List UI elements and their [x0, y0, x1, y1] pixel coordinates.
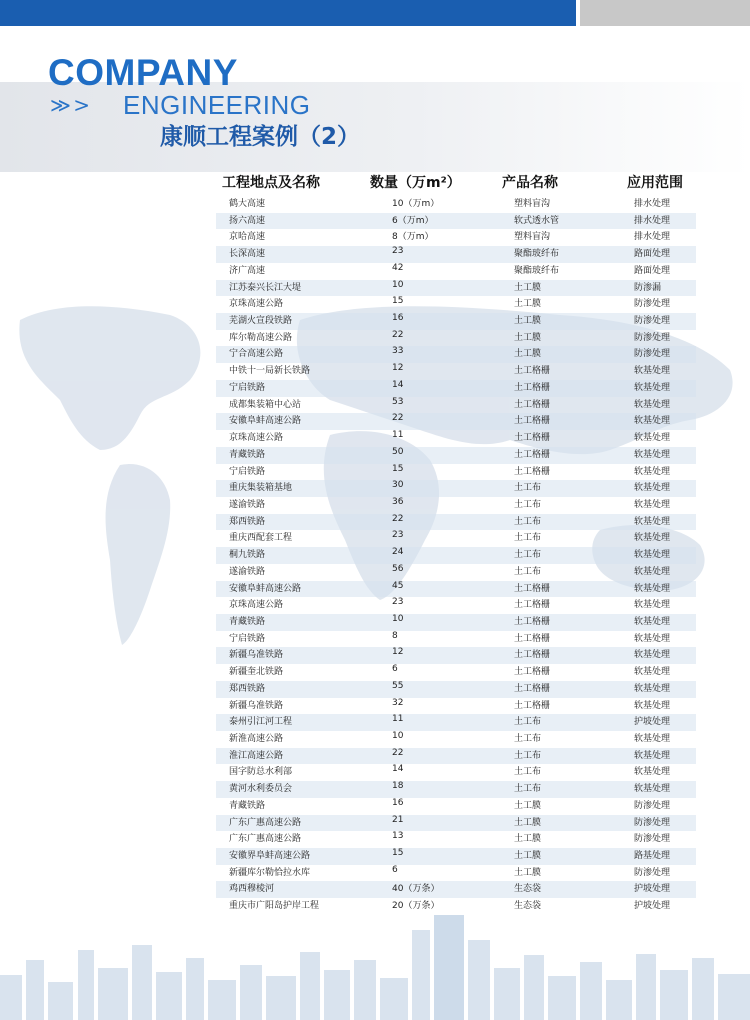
- cell-quantity: 13: [392, 831, 404, 842]
- table-row: [216, 280, 696, 297]
- cell-product: 土工格栅: [514, 399, 551, 410]
- top-bar-blue: [0, 0, 576, 26]
- cell-application: 软基处理: [634, 683, 671, 694]
- building: [660, 970, 688, 1020]
- cell-location: 广东广惠高速公路: [229, 817, 302, 828]
- cell-application: 护坡处理: [634, 717, 671, 728]
- page-title: 康顺工程案例（2）: [160, 124, 361, 150]
- cell-product: 土工格栅: [514, 600, 551, 611]
- cell-application: 软基处理: [634, 399, 671, 410]
- cell-application: 软基处理: [634, 616, 671, 627]
- column-header-application: 应用范围: [627, 175, 683, 191]
- table-row: [216, 764, 696, 781]
- table-row: [216, 664, 696, 681]
- cell-product: 土工膜: [514, 867, 542, 878]
- cell-quantity: 15: [392, 296, 404, 307]
- table-row: [216, 363, 696, 380]
- cell-application: 排水处理: [634, 232, 671, 243]
- cell-product: 土工布: [514, 516, 542, 527]
- cell-location: 青藏铁路: [229, 616, 266, 627]
- table-row: [216, 698, 696, 715]
- cell-application: 防渗处理: [634, 349, 671, 360]
- cell-application: 软基处理: [634, 750, 671, 761]
- cell-product: 土工膜: [514, 316, 542, 327]
- cell-product: 土工布: [514, 499, 542, 510]
- cell-location: 中铁十一局新长铁路: [229, 366, 311, 377]
- column-header-location: 工程地点及名称: [222, 175, 320, 191]
- building: [78, 950, 94, 1020]
- city-skyline-background: [0, 910, 750, 1020]
- building: [606, 980, 632, 1020]
- cell-application: 软基处理: [634, 550, 671, 561]
- cell-quantity: 8: [392, 630, 398, 641]
- cell-location: 淮江高速公路: [229, 750, 284, 761]
- building: [524, 955, 544, 1020]
- cell-application: 防渗处理: [634, 834, 671, 845]
- table-row: [216, 581, 696, 598]
- cell-quantity: 30: [392, 480, 404, 491]
- cell-location: 库尔勒高速公路: [229, 332, 293, 343]
- cell-application: 路面处理: [634, 249, 671, 260]
- cell-location: 鹤大高速: [229, 199, 266, 209]
- cell-location: 广东广惠高速公路: [229, 834, 302, 845]
- cell-product: 软式透水管: [514, 215, 560, 226]
- column-header-product: 产品名称: [502, 175, 558, 191]
- cell-location: 安徽阜蚌高速公路: [229, 416, 302, 427]
- cell-product: 生态袋: [514, 901, 542, 912]
- cell-product: 土工布: [514, 566, 542, 577]
- table-row: [216, 263, 696, 280]
- cell-application: 排水处理: [634, 199, 671, 209]
- table-row: [216, 530, 696, 547]
- cell-location: 宁启铁路: [229, 633, 266, 644]
- table-row: [216, 681, 696, 698]
- cell-application: 软基处理: [634, 499, 671, 510]
- map-north-america: [19, 306, 200, 450]
- cell-location: 新疆乌准铁路: [229, 650, 284, 661]
- cell-location: 郑西铁路: [229, 516, 266, 527]
- table-row: [216, 898, 696, 915]
- cell-location: 黄河水利委员会: [229, 784, 293, 795]
- cell-product: 土工膜: [514, 332, 542, 343]
- table-row: [216, 848, 696, 865]
- cell-product: 土工布: [514, 767, 542, 778]
- cell-quantity: 8（万m）: [392, 232, 434, 243]
- chevron-icon: ≫ >: [50, 93, 89, 117]
- table-row: [216, 196, 696, 213]
- cell-product: 土工格栅: [514, 700, 551, 711]
- building: [412, 930, 430, 1020]
- building: [324, 970, 350, 1020]
- building: [98, 968, 128, 1020]
- cell-location: 重庆市广阳岛护岸工程: [229, 901, 320, 912]
- cell-application: 软基处理: [634, 700, 671, 711]
- cell-location: 扬六高速: [229, 215, 266, 226]
- cell-product: 土工布: [514, 550, 542, 561]
- cell-application: 软基处理: [634, 667, 671, 678]
- cell-quantity: 20（万条）: [392, 901, 440, 912]
- cell-product: 聚酯玻纤布: [514, 265, 560, 276]
- cell-quantity: 6（万m）: [392, 215, 434, 226]
- cell-quantity: 32: [392, 697, 404, 708]
- cell-quantity: 12: [392, 363, 404, 374]
- table-row: [216, 647, 696, 664]
- building: [494, 968, 520, 1020]
- table-row: [216, 397, 696, 414]
- building: [468, 940, 490, 1020]
- cell-quantity: 6: [392, 664, 398, 675]
- cell-application: 防渗处理: [634, 299, 671, 310]
- cell-product: 土工格栅: [514, 583, 551, 594]
- building: [186, 958, 204, 1020]
- cell-product: 土工膜: [514, 349, 542, 360]
- cell-product: 土工膜: [514, 834, 542, 845]
- cell-product: 土工格栅: [514, 382, 551, 393]
- cell-product: 土工格栅: [514, 366, 551, 377]
- cell-quantity: 14: [392, 379, 404, 390]
- cell-product: 土工布: [514, 734, 542, 744]
- building: [48, 982, 73, 1020]
- building: [434, 915, 464, 1020]
- cell-location: 江苏泰兴长江大堤: [229, 282, 302, 293]
- engineering-heading: ENGINEERING: [123, 90, 311, 120]
- cell-location: 芜湖火宣段铁路: [229, 316, 293, 327]
- cell-application: 软基处理: [634, 516, 671, 527]
- cell-quantity: 23: [392, 530, 404, 541]
- building: [132, 945, 152, 1020]
- project-table: [216, 196, 696, 915]
- cell-location: 青藏铁路: [229, 449, 266, 460]
- cell-quantity: 15: [392, 848, 404, 859]
- cell-quantity: 11: [392, 430, 404, 441]
- cell-application: 护坡处理: [634, 901, 671, 912]
- cell-quantity: 23: [392, 246, 404, 257]
- cell-quantity: 16: [392, 797, 404, 808]
- cell-location: 京哈高速: [229, 232, 266, 243]
- table-row: [216, 815, 696, 832]
- cell-quantity: 56: [392, 563, 404, 574]
- table-row: [216, 881, 696, 898]
- table-row: [216, 447, 696, 464]
- cell-product: 土工格栅: [514, 667, 551, 678]
- table-row: [216, 798, 696, 815]
- cell-quantity: 12: [392, 647, 404, 658]
- cell-quantity: 18: [392, 781, 404, 792]
- table-row: [216, 564, 696, 581]
- cell-application: 软基处理: [634, 433, 671, 444]
- table-row: [216, 497, 696, 514]
- cell-product: 塑料盲沟: [514, 199, 551, 209]
- cell-application: 防渗漏: [634, 282, 662, 293]
- cell-location: 鸡西穆棱河: [229, 884, 275, 895]
- cell-quantity: 50: [392, 446, 404, 457]
- cell-application: 软基处理: [634, 633, 671, 644]
- cell-quantity: 40（万条）: [392, 884, 440, 895]
- cell-product: 土工膜: [514, 851, 542, 862]
- table-row: [216, 631, 696, 648]
- cell-product: 土工布: [514, 483, 542, 494]
- column-header-quantity: 数量（万m²）: [370, 175, 461, 191]
- cell-product: 土工格栅: [514, 650, 551, 661]
- cell-quantity: 16: [392, 313, 404, 324]
- table-row: [216, 464, 696, 481]
- cell-location: 新疆库尔勒恰拉水库: [229, 867, 311, 878]
- cell-application: 软基处理: [634, 466, 671, 477]
- table-row: [216, 831, 696, 848]
- cell-product: 土工格栅: [514, 416, 551, 427]
- cell-location: 济广高速: [229, 265, 266, 276]
- cell-quantity: 15: [392, 463, 404, 474]
- map-south-america: [106, 464, 171, 645]
- cell-location: 重庆西配套工程: [229, 533, 293, 544]
- cell-quantity: 10: [392, 279, 404, 290]
- building: [636, 954, 656, 1020]
- table-row: [216, 514, 696, 531]
- cell-product: 土工布: [514, 784, 542, 795]
- cell-application: 防渗处理: [634, 316, 671, 327]
- building: [266, 976, 296, 1020]
- cell-quantity: 10: [392, 731, 404, 741]
- cell-quantity: 21: [392, 814, 404, 825]
- table-row: [216, 346, 696, 363]
- table-row: [216, 313, 696, 330]
- cell-application: 防渗处理: [634, 817, 671, 828]
- cell-location: 国字防总水利部: [229, 767, 293, 778]
- cell-quantity: 10（万m）: [392, 199, 440, 209]
- cell-location: 长深高速: [229, 249, 266, 260]
- cell-product: 聚酯玻纤布: [514, 249, 560, 260]
- company-heading: COMPANY: [48, 52, 238, 93]
- table-row: [216, 413, 696, 430]
- table-row: [216, 748, 696, 765]
- cell-application: 软基处理: [634, 483, 671, 494]
- building: [380, 978, 408, 1020]
- cell-product: 土工格栅: [514, 466, 551, 477]
- building: [300, 952, 320, 1020]
- cell-application: 路面处理: [634, 265, 671, 276]
- cell-location: 京珠高速公路: [229, 600, 284, 611]
- cell-quantity: 36: [392, 496, 404, 507]
- cell-location: 京珠高速公路: [229, 299, 284, 310]
- cell-location: 宁合高速公路: [229, 349, 284, 360]
- cell-product: 土工格栅: [514, 633, 551, 644]
- cell-application: 软基处理: [634, 767, 671, 778]
- table-row: [216, 296, 696, 313]
- cell-location: 泰州引江河工程: [229, 717, 293, 728]
- table-row: [216, 781, 696, 798]
- table-row: [216, 714, 696, 731]
- table-row: [216, 430, 696, 447]
- building: [580, 962, 602, 1020]
- cell-quantity: 23: [392, 597, 404, 608]
- cell-location: 郑西铁路: [229, 683, 266, 694]
- table-row: [216, 480, 696, 497]
- cell-product: 土工格栅: [514, 616, 551, 627]
- cell-application: 路基处理: [634, 851, 671, 862]
- building: [718, 974, 750, 1020]
- cell-application: 软基处理: [634, 583, 671, 594]
- cell-quantity: 14: [392, 764, 404, 775]
- cell-location: 遂渝铁路: [229, 566, 266, 577]
- cell-quantity: 10: [392, 613, 404, 624]
- cell-application: 防渗处理: [634, 332, 671, 343]
- cell-location: 京珠高速公路: [229, 433, 284, 444]
- cell-product: 土工布: [514, 717, 542, 728]
- cell-application: 软基处理: [634, 566, 671, 577]
- cell-quantity: 22: [392, 747, 404, 758]
- cell-quantity: 53: [392, 396, 404, 407]
- cell-application: 防渗处理: [634, 800, 671, 811]
- table-row: [216, 246, 696, 263]
- cell-application: 软基处理: [634, 416, 671, 427]
- cell-quantity: 33: [392, 346, 404, 357]
- cell-application: 排水处理: [634, 215, 671, 226]
- cell-application: 软基处理: [634, 366, 671, 377]
- header-band: [0, 82, 750, 172]
- building: [0, 975, 22, 1020]
- cell-location: 安徽阜蚌高速公路: [229, 583, 302, 594]
- building: [548, 976, 576, 1020]
- cell-location: 安徽界阜蚌高速公路: [229, 851, 311, 862]
- cell-quantity: 42: [392, 262, 404, 273]
- cell-application: 软基处理: [634, 650, 671, 661]
- table-row: [216, 229, 696, 246]
- table-row: [216, 597, 696, 614]
- building: [692, 958, 714, 1020]
- cell-quantity: 6: [392, 864, 398, 875]
- cell-application: 护坡处理: [634, 884, 671, 895]
- cell-product: 土工膜: [514, 800, 542, 811]
- cell-product: 土工格栅: [514, 433, 551, 444]
- cell-location: 成都集装箱中心站: [229, 399, 302, 410]
- table-row: [216, 614, 696, 631]
- cell-quantity: 55: [392, 680, 404, 691]
- cell-location: 新淮高速公路: [229, 734, 284, 744]
- cell-location: 新疆乌准铁路: [229, 700, 284, 711]
- cell-quantity: 45: [392, 580, 404, 591]
- cell-product: 土工格栅: [514, 683, 551, 694]
- cell-application: 软基处理: [634, 449, 671, 460]
- cell-location: 青藏铁路: [229, 800, 266, 811]
- table-row: [216, 547, 696, 564]
- building: [208, 980, 236, 1020]
- cell-product: 土工膜: [514, 817, 542, 828]
- cell-location: 宁启铁路: [229, 382, 266, 393]
- cell-product: 生态袋: [514, 884, 542, 895]
- cell-product: 土工格栅: [514, 449, 551, 460]
- cell-application: 防渗处理: [634, 867, 671, 878]
- building: [354, 960, 376, 1020]
- cell-location: 宁启铁路: [229, 466, 266, 477]
- table-row: [216, 380, 696, 397]
- table-row: [216, 213, 696, 230]
- cell-application: 软基处理: [634, 784, 671, 795]
- cell-location: 新疆奎北铁路: [229, 667, 284, 678]
- building: [26, 960, 44, 1020]
- cell-application: 软基处理: [634, 600, 671, 611]
- cell-location: 遂渝铁路: [229, 499, 266, 510]
- cell-application: 软基处理: [634, 382, 671, 393]
- cell-quantity: 22: [392, 329, 404, 340]
- cell-location: 重庆集装箱基地: [229, 483, 293, 494]
- table-row: [216, 865, 696, 882]
- table-row: [216, 731, 696, 748]
- cell-quantity: 11: [392, 714, 404, 725]
- top-bar-gray: [580, 0, 750, 26]
- cell-quantity: 22: [392, 413, 404, 424]
- cell-location: 桐九铁路: [229, 550, 266, 561]
- cell-product: 土工膜: [514, 282, 542, 293]
- table-row: [216, 330, 696, 347]
- cell-quantity: 24: [392, 547, 404, 558]
- cell-quantity: 22: [392, 513, 404, 524]
- cell-application: 软基处理: [634, 533, 671, 544]
- cell-product: 塑料盲沟: [514, 232, 551, 243]
- cell-product: 土工布: [514, 533, 542, 544]
- building: [156, 972, 182, 1020]
- building: [240, 965, 262, 1020]
- cell-product: 土工膜: [514, 299, 542, 310]
- cell-application: 软基处理: [634, 734, 671, 744]
- cell-product: 土工布: [514, 750, 542, 761]
